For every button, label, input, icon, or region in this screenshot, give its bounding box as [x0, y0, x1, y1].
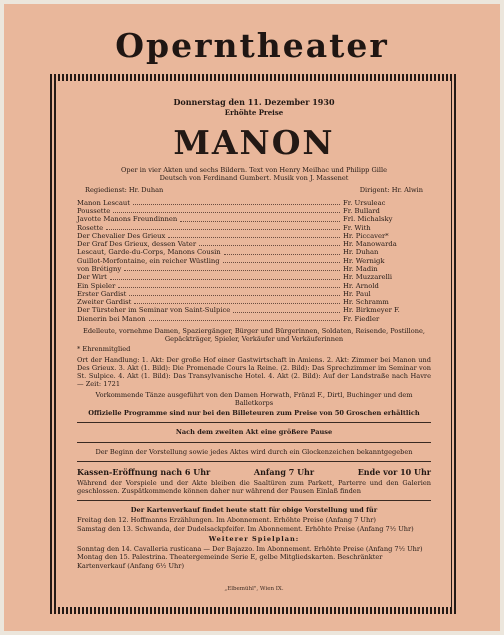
credits-row — [85, 186, 423, 194]
cast-actor: Hr. Manowarda — [343, 240, 397, 249]
cast-actor: Hr. Arnold — [343, 281, 379, 290]
leader-dots — [224, 248, 340, 254]
dance-text: Vorkommende Tänze ausgeführt von den Damen Horwath, Fränzl F., Dirtl, Buchinger und dem Balletkorps — [95, 390, 413, 407]
cast-actor: Fr. Ursuleac — [343, 198, 386, 207]
cast-row — [77, 215, 431, 223]
cast-actor: Fr. With — [343, 223, 371, 232]
cast-role: von Brétigny — [77, 264, 122, 273]
cast-role: Poussette — [77, 206, 111, 215]
cast-actor: Frl. Michalsky — [343, 215, 393, 224]
cast-role: Lescaut, Garde-du-Corps, Manons Cousin — [77, 248, 221, 257]
advance-sale-note: Der Kartenverkauf findet heute statt für obige Vorstellung und für — [130, 506, 378, 515]
stage-director: Regiedienst: Hr. Duhan — [85, 186, 164, 195]
cast-row — [77, 257, 431, 265]
cast-role: Dienerin bei Manon — [77, 314, 146, 323]
printer-imprint: „Elbemühl", Wien IX. — [224, 586, 284, 593]
leader-dots — [124, 265, 340, 271]
start-time: Anfang 7 Uhr — [253, 466, 315, 477]
honorary-note: * Ehrenmitglied — [77, 345, 131, 354]
price-note: Erhöhte Preise — [224, 108, 284, 117]
cast-row — [77, 207, 431, 215]
box-office-opening: Kassen-Eröffnung nach 6 Uhr — [77, 466, 211, 477]
cast-role: Guillot-Morfontaine, ein reicher Wüstling — [77, 256, 220, 265]
cast-actor: Hr. Paul — [343, 289, 371, 298]
intermission-note: Nach dem zweiten Akt eine größere Pause — [175, 428, 333, 437]
leader-dots — [149, 315, 340, 321]
cast-actor: Hr. Schramm — [343, 298, 389, 307]
cast-row — [77, 306, 431, 314]
opera-title: MANON — [173, 122, 335, 162]
cast-role: Rosette — [77, 223, 104, 232]
leader-dots — [134, 298, 340, 304]
cast-role: Javotte Manons Freundinnen — [77, 215, 178, 224]
cast-row — [77, 282, 431, 290]
leader-dots — [180, 215, 340, 221]
leader-dots — [168, 232, 340, 238]
setting-text: Ort der Handlung: 1. Akt: Der große Hof einer Gastwirtschaft in Amiens. 2. Akt: Zimmer bei Manon und Des Grieux. 3. Akt (1. Bild): Die Promenade Cours la Reine. (2. Bild): Das Sprechzimmer im Seminar von St. Sulpice. 4. Akt (1. Bild): Das Transylvanische Hotel. 4. Akt (2. Bild): Auf der Landstraße nach Havre — Zeit: 1721 — [77, 355, 431, 389]
cast-list — [77, 199, 431, 323]
opera-subtitle-1: Oper in vier Akten und sechs Bildern. Text von Henry Meilhac und Philipp Gille — [120, 166, 387, 174]
cast-row — [77, 265, 431, 273]
times-row — [77, 467, 431, 477]
schedule-friday: Freitag den 12. Hoffmanns Erzählungen. Im Abonnement. Erhöhte Preise (Anfang 7 Uhr) — [77, 516, 376, 525]
cast-row — [77, 240, 431, 248]
cast-role: Erster Gardist — [77, 289, 127, 298]
cast-actor: Fr. Bullard — [343, 206, 380, 215]
schedule-sunday: Sonntag den 14. Cavalleria rusticana — Der Bajazzo. Im Abonnement. Erhöhte Preise (Anfang 7½ Uhr) — [77, 545, 423, 554]
playbill-content — [77, 97, 431, 595]
cast-role: Der Türsteher im Seminar von Saint-Sulpice — [77, 306, 231, 315]
leader-dots — [113, 207, 340, 213]
conductor: Dirigent: Hr. Alwin — [359, 186, 423, 195]
schedule-monday: Montag den 15. Palestrina. Theatergemeinde Serie E, gelbe Mitgliedskarten. Beschränkter Kartenverkauf (Anfang 6½ Uhr) — [77, 553, 383, 570]
cast-row — [77, 298, 431, 306]
leader-dots — [223, 257, 340, 263]
divider — [77, 461, 431, 462]
divider — [77, 422, 431, 423]
cast-role: Ein Spieler — [77, 281, 116, 290]
leader-dots — [110, 273, 340, 279]
cast-row — [77, 199, 431, 207]
programme-note: Offizielle Programme sind nur bei den Billeteuren zum Preise von 50 Groschen erhältlich — [88, 409, 420, 418]
divider — [77, 500, 431, 501]
leader-dots — [106, 224, 340, 230]
leader-dots — [233, 306, 340, 312]
ensemble-text: Edelleute, vornehme Damen, Spaziergänger, Bürger und Bürgerinnen, Soldaten, Reisende, Postillone, Gepäckträger, Spieler, Verkäufer und Verkäuferinnen — [83, 326, 425, 344]
cast-row — [77, 290, 431, 298]
decorative-frame — [50, 74, 458, 614]
cast-row — [77, 232, 431, 240]
cast-row — [77, 273, 431, 281]
playbill-sheet — [4, 4, 500, 631]
theater-title: Operntheater — [115, 26, 389, 65]
further-schedule-heading: Weiterer Spielplan: — [208, 534, 300, 543]
leader-dots — [133, 199, 340, 205]
leader-dots — [118, 282, 340, 288]
end-time: Ende vor 10 Uhr — [357, 466, 431, 477]
performance-date: Donnerstag den 11. Dezember 1930 — [173, 97, 335, 107]
cast-actor: Hr. Muzzarelli — [343, 273, 393, 282]
cast-role: Der Graf Des Grieux, dessen Vater — [77, 240, 197, 249]
cast-role: Manon Lescaut — [77, 198, 131, 207]
cast-actor: Hr. Madin — [343, 264, 378, 273]
leader-dots — [199, 240, 340, 246]
cast-actor: Hr. Duhan — [343, 248, 379, 257]
leader-dots — [129, 290, 340, 296]
door-note: Während der Vorspiele und der Akte bleiben die Saaltüren zum Parkett, Parterre und den Galerien geschlossen. Zuspätkommende können daher nur während der Pausen Einlaß finden — [77, 478, 431, 495]
cast-actor: Hr. Birkmeyer F. — [343, 306, 400, 315]
cast-actor: Hr. Wernigk — [343, 256, 385, 265]
opera-subtitle-2: Deutsch von Ferdinand Gumbert. Musik von J. Massenet — [159, 174, 349, 183]
cast-actor: Hr. Piccaver* — [343, 231, 389, 240]
cast-row — [77, 248, 431, 256]
cast-role: Der Chevalier Des Grieux — [77, 231, 166, 240]
divider — [77, 442, 431, 443]
cast-row — [77, 315, 431, 323]
schedule-saturday: Samstag den 13. Schwanda, der Dudelsackpfeifer. Im Abonnement. Erhöhte Preise (Anfang 7½ Uhr) — [77, 524, 414, 533]
cast-row — [77, 224, 431, 232]
cast-role: Der Wirt — [77, 273, 107, 282]
bell-note: Der Beginn der Vorstellung sowie jedes Aktes wird durch ein Glockenzeichen bekanntgegeben — [95, 447, 413, 456]
cast-role: Zweiter Gardist — [77, 298, 132, 307]
cast-actor: Fr. Fiedler — [343, 314, 380, 323]
